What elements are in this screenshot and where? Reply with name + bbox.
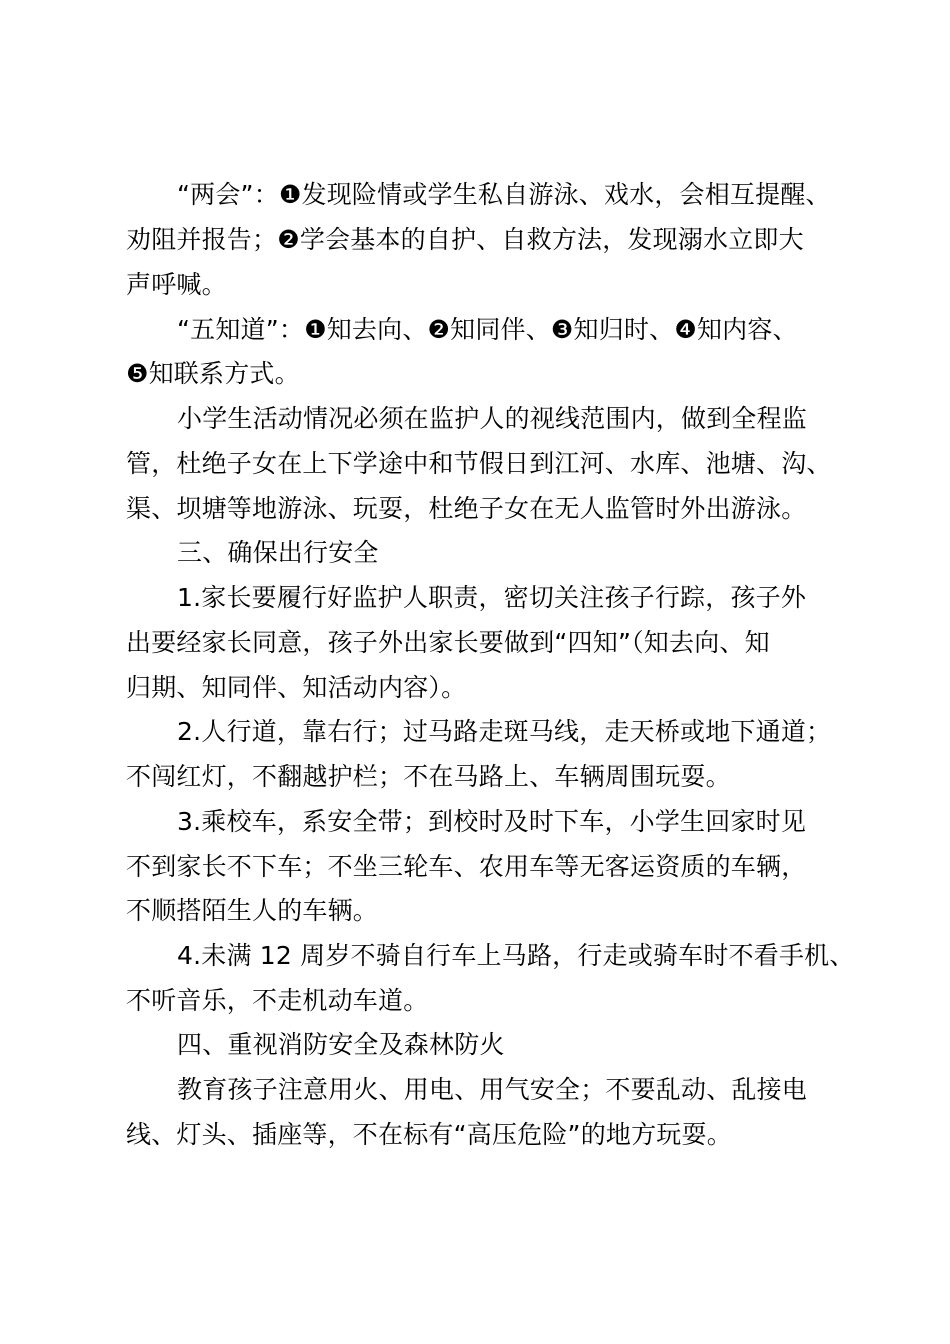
paragraph-line: “五知道”：❶知去向、❷知同伴、❸知归时、❹知内容、 — [177, 315, 798, 344]
paragraph-line: 线、灯头、插座等，不在标有“高压危险”的地方玩耍。 — [126, 1120, 732, 1149]
paragraph-line: “两会”：❶发现险情或学生私自游泳、戏水，会相互提醒、 — [177, 180, 831, 209]
paragraph-line: 4.未满 12 周岁不骑自行车上马路，行走或骑车时不看手机、 — [177, 941, 855, 970]
paragraph-line: 不听音乐，不走机动车道。 — [126, 986, 429, 1015]
section-heading: 四、重视消防安全及森林防火 — [177, 1030, 505, 1059]
paragraph-line: 归期、知同伴、知活动内容）。 — [126, 673, 467, 702]
paragraph-line: 教育孩子注意用火、用电、用气安全；不要乱动、乱接电 — [177, 1075, 808, 1104]
paragraph-line: 管，杜绝子女在上下学途中和节假日到江河、水库、池塘、沟、 — [126, 449, 832, 478]
paragraph-line: 小学生活动情况必须在监护人的视线范围内，做到全程监 — [177, 404, 808, 433]
paragraph-line: 1.家长要履行好监护人职责，密切关注孩子行踪，孩子外 — [177, 583, 807, 612]
paragraph-line: 不到家长不下车；不坐三轮车、农用车等无客运资质的车辆， — [126, 852, 807, 881]
section-heading: 三、确保出行安全 — [177, 538, 379, 567]
paragraph-line: 劝阻并报告；❷学会基本的自护、自救方法，发现溺水立即大 — [126, 225, 804, 254]
paragraph-line: 3.乘校车，系安全带；到校时及时下车，小学生回家时见 — [177, 807, 807, 836]
paragraph-line: 出要经家长同意，孩子外出家长要做到“四知”（知去向、知 — [126, 628, 770, 657]
paragraph-line: 不顺搭陌生人的车辆。 — [126, 896, 379, 925]
paragraph-line: 声呼喊。 — [126, 270, 227, 299]
paragraph-line: 不闯红灯，不翻越护栏；不在马路上、车辆周围玩耍。 — [126, 762, 731, 791]
paragraph-line: ❺知联系方式。 — [126, 359, 300, 388]
paragraph-line: 渠、坝塘等地游泳、玩耍，杜绝子女在无人监管时外出游泳。 — [126, 494, 807, 523]
paragraph-line: 2.人行道，靠右行；过马路走斑马线，走天桥或地下通道； — [177, 717, 832, 746]
